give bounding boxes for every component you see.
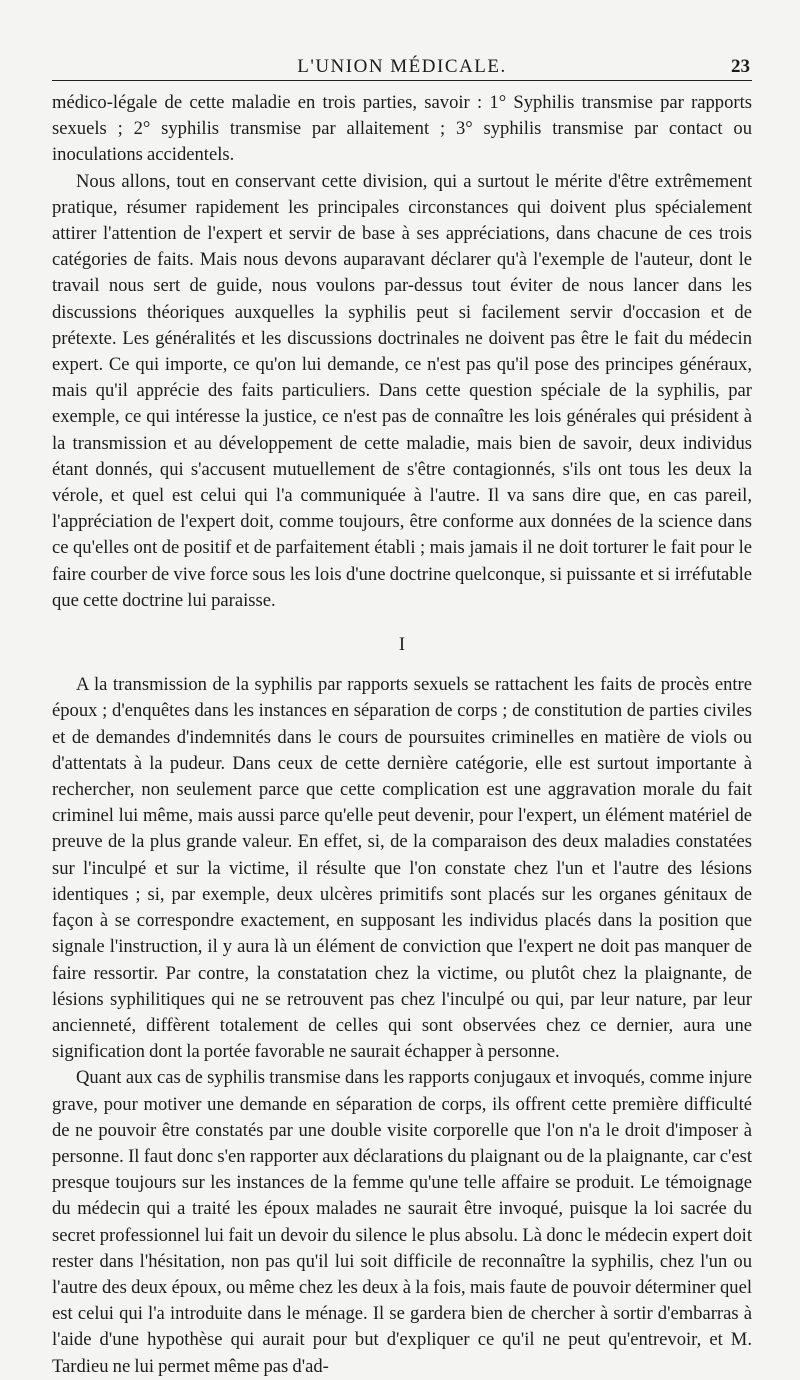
journal-title: L'UNION MÉDICALE. <box>297 56 507 77</box>
paragraph: A la transmission de la syphilis par rapports sexuels se rattachent les faits de procès entre époux ; d'enquêtes dans les instances en séparation de corps ; de constitution de parties civiles et de demandes d'indemnités dans le cours de poursuites criminelles en matière de viols ou d'attentats à la pudeur. Dans ceux de cette dernière catégorie, elle est surtout importante à rechercher, non seulement parce que cette complication est une aggravation morale du fait criminel lui même, mais aussi parce qu'elle peut devenir, pour l'expert, un élément matériel de preuve de la plus grande valeur. En effet, si, de la comparaison des deux maladies constatées sur l'inculpé et sur la victime, il résulte que l'on constate chez l'un et l'autre des lésions identiques ; si, par exemple, deux ulcères primitifs sont placés sur les organes génitaux de façon à se correspondre exactement, en supposant les individus placés dans la position que signale l'instruction, il y aura là un élément de conviction que l'expert ne doit pas manquer de faire ressortir. Par contre, la constatation chez la victime, ou plutôt chez la plaignante, de lésions syphilitiques qui ne se retrouvent pas chez l'inculpé ou qui, par leur nature, par leur ancienneté, diffèrent totalement de celles qui sont observées chez ce dernier, aura une signification dont la portée favorable ne saurait échapper à personne. <box>52 674 752 1063</box>
paragraph: Quant aux cas de syphilis transmise dans les rapports conjugaux et invoqués, comme injure grave, pour motiver une demande en séparation de corps, ils offrent cette première difficulté de ne pouvoir être constatés par une double visite corporelle que l'on n'a le droit d'imposer à personne. Il faut donc s'en rapporter aux déclarations du plaignant ou de la plaignante, car c'est presque toujours sur les instances de la femme qu'une telle affaire se produit. Le témoignage du médecin qui a traité les époux malades ne saurait être invoqué, puisque la loi sacrée du secret professionnel lui fait un devoir du silence le plus absolu. Là donc le médecin expert doit rester dans l'hésitation, non pas qu'il lui soit difficile de reconnaître la syphilis, chez l'un ou l'autre des deux époux, ou même chez les deux à la fois, mais faute de pouvoir déterminer quel est celui qui l'a introduite dans le ménage. Il se gardera bien de chercher à sortir d'embarras à l'aide d'une hypothèse qui aurait pour but d'expliquer ce qu'il ne peut qu'entrevoir, et M. Tardieu ne lui permet même pas d'ad- <box>52 1067 752 1377</box>
page-number: 23 <box>731 56 750 77</box>
paragraph: Nous allons, tout en conservant cette division, qui a surtout le mérite d'être extrêmement pratique, résumer rapidement les principales circonstances qui doivent plus spécialement attirer l'attention de l'expert et servir de base à ses appréciations, dans chacune de ces trois catégories de faits. Mais nous devons auparavant déclarer qu'à l'exemple de l'auteur, dont le travail nous sert de guide, nous voulons par-dessus tout éviter de nous lancer dans les discussions théoriques auxquelles la syphilis peut si facilement servir d'occasion et de prétexte. Les généralités et les discussions doctrinales ne doivent pas être le fait du médecin expert. Ce qui importe, ce qu'on lui demande, ce n'est pas qu'il pose des principes généraux, mais qu'il apprécie des faits particuliers. Dans cette question spéciale de la syphilis, par exemple, ce qui intéresse la justice, ce n'est pas de connaître les lois générales qui président à la transmission et au développement de cette maladie, mais bien de savoir, deux individus étant donnés, qui s'accusent mutuellement de s'être contagionnés, s'ils ont tous les deux la vérole, et quel est celui qui l'a communiquée à l'autre. Il va sans dire que, en cas pareil, l'appréciation de l'expert doit, comme toujours, être conforme aux données de la science dans ce qu'elles ont de positif et de parfaitement établi ; mais jamais il ne doit torturer le fait pour le faire courber de vive force sous les lois d'une doctrine quelconque, si puissante et si irréfutable que cette doctrine lui paraisse. <box>52 170 752 611</box>
paragraph: médico-légale de cette maladie en trois parties, savoir : 1° Syphilis transmise par rapports sexuels ; 2° syphilis transmise par allaitement ; 3° syphilis transmise par contact ou inoculations accidentels. <box>52 92 752 166</box>
body-text <box>52 90 752 1380</box>
running-header <box>52 52 752 81</box>
section-heading: I <box>398 634 406 656</box>
